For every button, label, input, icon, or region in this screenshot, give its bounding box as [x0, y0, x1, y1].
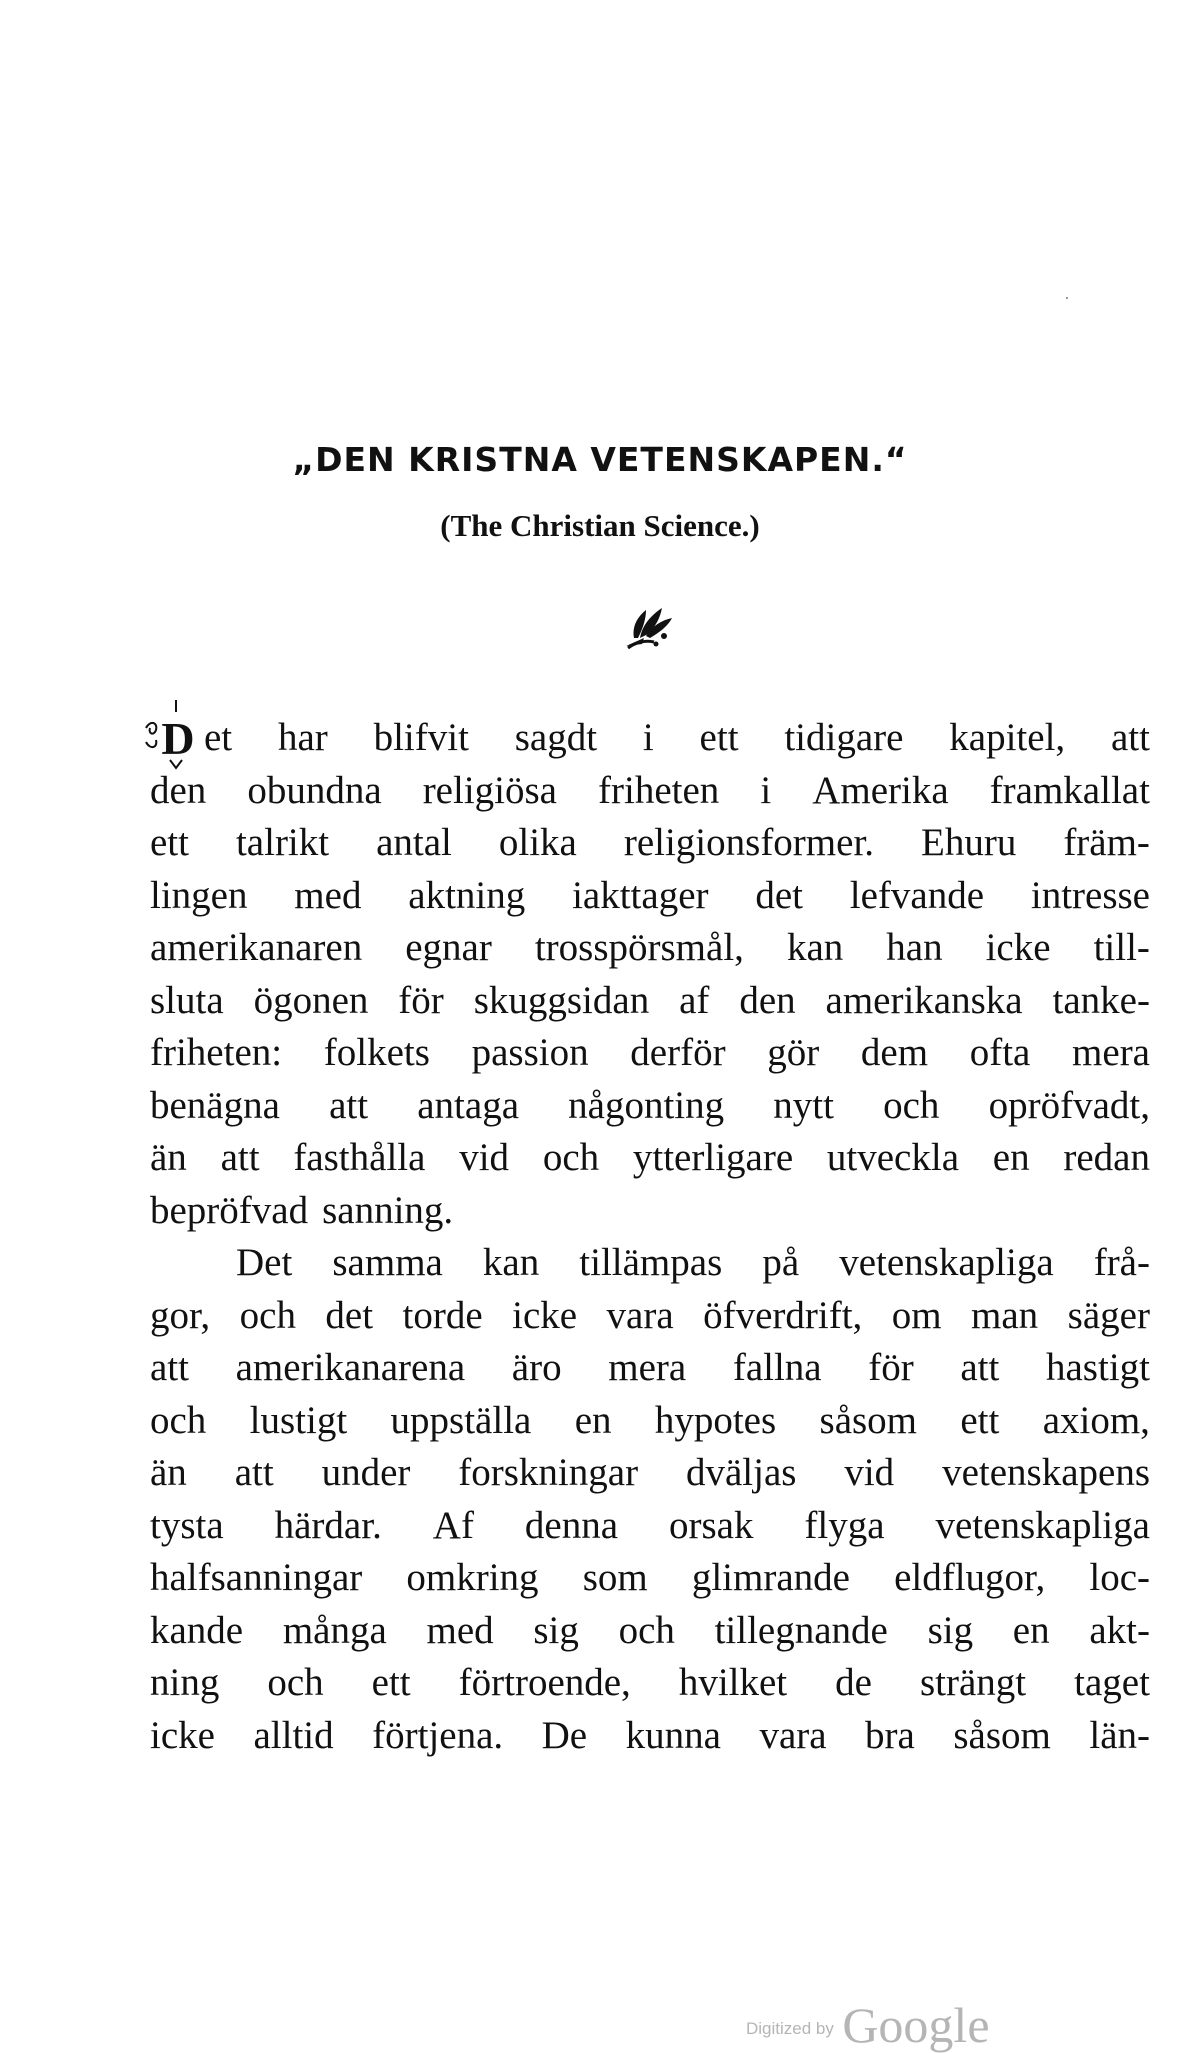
word: de [835, 1661, 872, 1704]
word: tillämpas [579, 1241, 723, 1284]
word: härdar. [274, 1503, 382, 1547]
word: Det [236, 1241, 293, 1284]
word: antaga [417, 1083, 519, 1127]
text-line [150, 1552, 1150, 1605]
text-line [150, 1342, 1150, 1395]
word: att [234, 1451, 274, 1494]
text-line [150, 1027, 1150, 1080]
word: benägna [150, 1083, 280, 1127]
word: kande [150, 1608, 244, 1652]
chapter-title: „DEN KRISTNA VETENSKAPEN.“ [292, 440, 908, 479]
word: tysta [150, 1503, 224, 1547]
word: friheten: [150, 1031, 283, 1074]
word: icke [150, 1713, 215, 1757]
word: att [960, 1346, 1000, 1389]
word: alltid [253, 1713, 334, 1757]
word: att [329, 1083, 369, 1127]
word: i [760, 768, 772, 812]
word: folkets [323, 1031, 430, 1074]
body-text [150, 712, 1150, 1762]
word: såsom [953, 1713, 1051, 1757]
text-line [150, 1605, 1150, 1658]
word: ett [371, 1661, 411, 1704]
word: vara [606, 1293, 674, 1337]
word: akt- [1089, 1608, 1150, 1652]
word: att [220, 1136, 260, 1179]
text-line [150, 1395, 1150, 1448]
word: sig [927, 1608, 974, 1652]
word: bepröfvad [150, 1188, 309, 1232]
word: gör [767, 1031, 820, 1074]
word: en [574, 1398, 612, 1442]
word: af [679, 978, 710, 1022]
word: forskningar [458, 1451, 639, 1494]
word: De [541, 1713, 588, 1757]
word: den [739, 978, 796, 1022]
word: samma [332, 1241, 443, 1284]
text-line [150, 870, 1150, 923]
word: hvilket [678, 1661, 788, 1704]
text-line [150, 922, 1150, 975]
word: et [204, 716, 233, 759]
word: loc- [1089, 1556, 1150, 1599]
word: utveckla [826, 1136, 960, 1179]
word: främ- [1063, 821, 1150, 864]
word: kan [482, 1241, 540, 1284]
word: derför [630, 1031, 726, 1074]
word: redan [1063, 1136, 1150, 1179]
word: amerikanaren [150, 926, 363, 969]
word: gor, [150, 1293, 211, 1337]
word: ytterligare [632, 1136, 794, 1179]
word: och [618, 1608, 675, 1652]
google-logo: Google [842, 1997, 990, 2053]
word: till- [1093, 926, 1150, 969]
word: ett [150, 821, 189, 864]
word: taget [1074, 1661, 1150, 1704]
word: det [325, 1293, 374, 1337]
text-line [150, 1185, 1150, 1238]
word: olika [498, 821, 577, 864]
word: på [762, 1241, 800, 1284]
word: vid [459, 1136, 510, 1179]
line-text [204, 712, 1150, 765]
svg-text:D: D [161, 713, 195, 764]
word: kapitel, [949, 716, 1066, 759]
word: vetenskapliga [839, 1241, 1054, 1284]
word: hypotes [654, 1398, 777, 1442]
word: sig [533, 1608, 579, 1652]
word: tanke- [1052, 978, 1150, 1022]
word: vid [844, 1451, 895, 1494]
word: en [992, 1136, 1030, 1179]
word: med [294, 873, 362, 917]
word: och [542, 1136, 600, 1179]
word: under [321, 1451, 411, 1494]
word: religiösa [422, 768, 557, 812]
word: med [426, 1608, 494, 1652]
digitization-watermark [746, 1988, 990, 2053]
word: amerikanarena [235, 1346, 466, 1389]
word: glimrande [691, 1556, 850, 1599]
word: för [868, 1346, 914, 1389]
word: skuggsidan [473, 978, 650, 1022]
word: trosspörsmål, [534, 926, 744, 969]
word: han [886, 926, 943, 969]
word: ofta [969, 1031, 1031, 1074]
drop-cap-initial [150, 712, 204, 764]
word: friheten [598, 768, 720, 812]
word: äro [511, 1346, 562, 1389]
word: egnar [405, 926, 492, 969]
word: kunna [625, 1713, 721, 1757]
word: orsak [668, 1503, 754, 1547]
word: lingen [150, 873, 248, 917]
watermark-prefix: Digitized by [746, 2019, 834, 2038]
word: den [150, 768, 207, 812]
word: bra [865, 1713, 915, 1757]
word: man [971, 1293, 1039, 1337]
word: och [239, 1293, 296, 1337]
word: kan [786, 926, 844, 969]
text-line [150, 712, 1150, 765]
word: att [1110, 716, 1150, 759]
word: icke [512, 1293, 578, 1337]
word: i [642, 716, 654, 759]
word: öfverdrift, [703, 1293, 863, 1337]
word: och [150, 1398, 207, 1442]
word: har [277, 716, 328, 759]
word: om [891, 1293, 942, 1337]
word: opröfvadt, [988, 1083, 1150, 1127]
word: denna [524, 1503, 619, 1547]
text-line [150, 1132, 1150, 1185]
word: torde [402, 1293, 483, 1337]
text-line [150, 817, 1150, 870]
word: vetenskapliga [935, 1503, 1150, 1547]
word: frå- [1093, 1241, 1150, 1284]
word: iakttager [572, 873, 709, 917]
word: än [150, 1451, 187, 1494]
word: strängt [919, 1661, 1027, 1704]
word: förtroende, [458, 1661, 631, 1704]
word: amerikanska [825, 978, 1023, 1022]
word: framkallat [989, 768, 1150, 812]
word: och [883, 1083, 940, 1127]
word: uppställa [390, 1398, 532, 1442]
word: dväljas [685, 1451, 797, 1494]
word: tillegnande [714, 1608, 888, 1652]
word: flyga [804, 1503, 885, 1547]
word: Amerika [812, 768, 949, 812]
word: vara [759, 1713, 827, 1757]
word: halfsanningar [150, 1556, 363, 1599]
word: förtjena. [372, 1713, 504, 1757]
word: dem [860, 1031, 929, 1074]
word: hastigt [1046, 1346, 1150, 1389]
word: nytt [773, 1083, 834, 1127]
text-line [150, 765, 1150, 818]
text-line [150, 1237, 1150, 1290]
text-line [150, 1500, 1150, 1553]
word: tidigare [784, 716, 904, 759]
word: såsom [819, 1398, 918, 1442]
text-line [150, 1290, 1150, 1343]
word: sluta [150, 978, 224, 1022]
word: det [755, 873, 803, 917]
word: intresse [1030, 873, 1150, 917]
word: talrikt [235, 821, 330, 864]
chapter-subtitle: (The Christian Science.) [440, 508, 760, 543]
word: ett [960, 1398, 1000, 1442]
text-line [150, 1657, 1150, 1710]
word: blifvit [373, 716, 469, 759]
word: omkring [406, 1556, 539, 1599]
word: sanning. [322, 1188, 454, 1232]
word: någonting [568, 1083, 725, 1127]
word: fallna [732, 1346, 822, 1389]
word: mera [608, 1346, 687, 1389]
scan-speck [1066, 297, 1068, 299]
word: lefvande [849, 873, 985, 917]
word: att [150, 1346, 189, 1389]
word: vetenskapens [942, 1451, 1150, 1494]
fleuron-icon [620, 598, 676, 654]
word: fasthålla [293, 1136, 426, 1179]
word: passion [471, 1031, 589, 1074]
word: religionsformer. [623, 821, 875, 864]
word: för [398, 978, 444, 1022]
word: ögonen [253, 978, 369, 1022]
word: icke [985, 926, 1051, 969]
word: och [267, 1661, 324, 1704]
text-line [150, 1080, 1150, 1133]
ornamental-initial-icon [142, 698, 204, 770]
word: som [582, 1556, 648, 1599]
word: många [282, 1608, 387, 1652]
word: säger [1067, 1293, 1150, 1337]
word: sagdt [514, 716, 598, 759]
word: aktning [408, 873, 526, 917]
word: obundna [247, 768, 382, 812]
word: län- [1089, 1713, 1150, 1757]
word: ett [699, 716, 739, 759]
word: en [1012, 1608, 1050, 1652]
word: mera [1072, 1031, 1150, 1074]
word: lustigt [249, 1398, 348, 1442]
word: Af [432, 1503, 474, 1547]
word: antal [376, 821, 452, 864]
word: än [150, 1136, 187, 1179]
text-line [150, 975, 1150, 1028]
word: Ehuru [921, 821, 1017, 864]
text-line [150, 1710, 1150, 1763]
word: eldflugor, [894, 1556, 1046, 1599]
word: axiom, [1042, 1398, 1150, 1442]
text-line [150, 1447, 1150, 1500]
word: ning [150, 1661, 220, 1704]
